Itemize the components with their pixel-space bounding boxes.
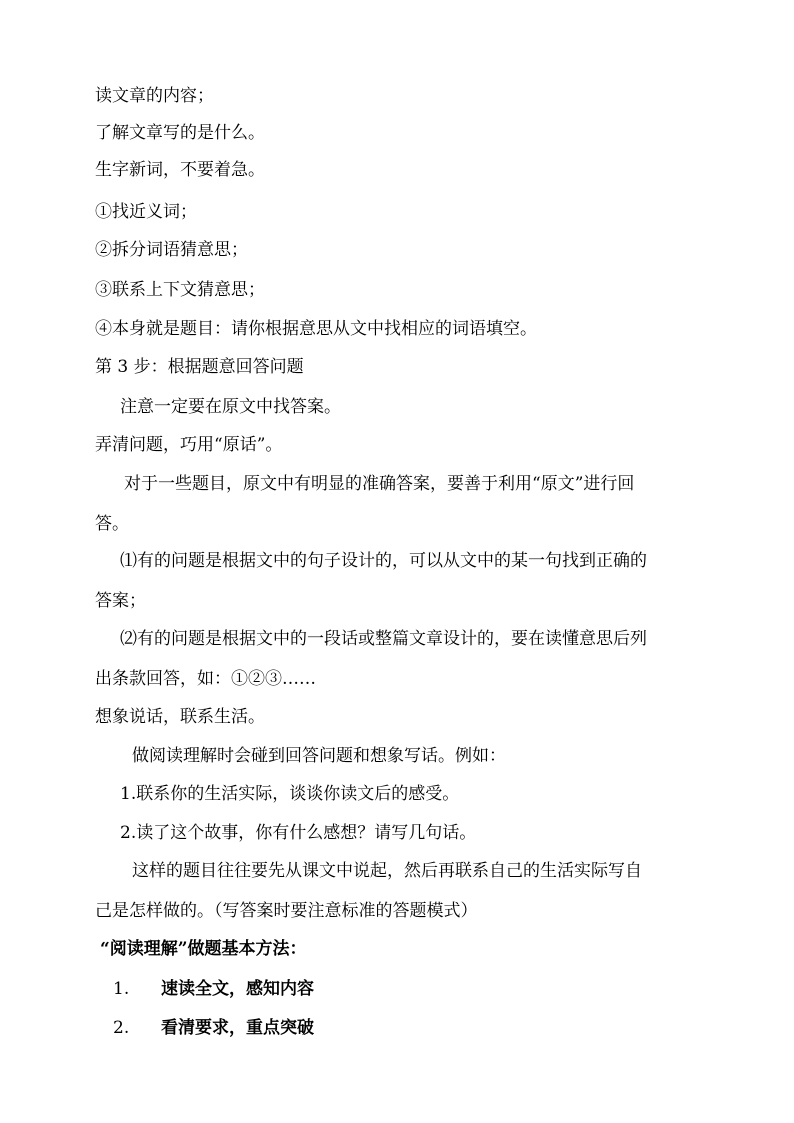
list-item: ②拆分词语猜意思； (95, 240, 248, 260)
paragraph-line: 对于一些题目，原文中有明显的准确答案，要善于利用“原文”进行回 (124, 474, 635, 494)
item-text: 看清要求，重点突破 (161, 1018, 314, 1038)
method-item (113, 978, 314, 1000)
example-item: 1.联系你的生活实际，谈谈你读文后的感受。 (120, 784, 460, 804)
text-line: 想象说话，联系生活。 (95, 707, 265, 727)
section-heading: “阅读理解”做题基本方法： (100, 939, 307, 959)
list-item: ④本身就是题目：请你根据意思从文中找相应的词语填空。 (95, 319, 537, 339)
text-line: 生字新词，不要着急。 (95, 160, 265, 180)
paragraph-line: 答案； (95, 591, 146, 611)
paragraph-line: ⑴有的问题是根据文中的句子设计的，可以从文中的某一句找到正确的 (120, 551, 647, 571)
text-line: 了解文章写的是什么。 (95, 123, 265, 143)
item-text: 速读全文，感知内容 (161, 979, 314, 999)
list-item: ③联系上下文猜意思； (95, 280, 265, 300)
list-item: ①找近义词； (95, 202, 197, 222)
text-line: 读文章的内容； (95, 86, 214, 106)
paragraph-line: 己是怎样做的。（写答案时要注意标准的答题模式） (95, 901, 478, 921)
item-number: 1. (113, 979, 130, 999)
item-number: 2. (113, 1018, 130, 1038)
paragraph-line: ⑵有的问题是根据文中的一段话或整篇文章设计的，要在读懂意思后列 (120, 629, 647, 649)
method-item (113, 1017, 314, 1039)
step-heading: 第 3 步：根据题意回答问题 (95, 357, 304, 377)
paragraph-line: 出条款回答，如：①②③…… (95, 669, 316, 689)
example-item: 2.读了这个故事，你有什么感想？请写几句话。 (120, 823, 477, 843)
text-line: 注意一定要在原文中找答案。 (120, 397, 341, 417)
paragraph-line: 这样的题目往往要先从课文中说起，然后再联系自己的生活实际写自 (132, 861, 642, 881)
text-line: 做阅读理解时会碰到回答问题和想象写话。例如： (132, 746, 506, 766)
text-line: 弄清问题，巧用“原话”。 (95, 435, 283, 455)
paragraph-line: 答。 (95, 514, 129, 534)
